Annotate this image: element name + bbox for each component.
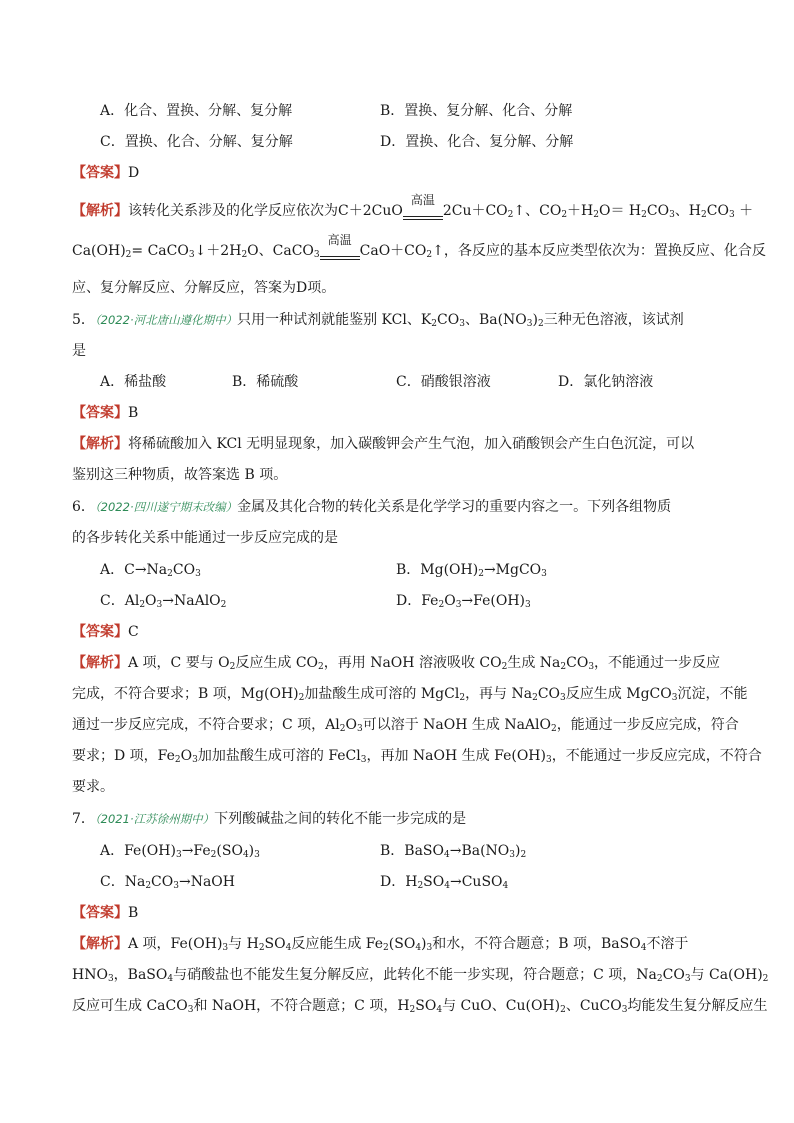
question-number: 6． bbox=[72, 499, 95, 515]
subscript: 4 bbox=[444, 881, 450, 891]
text: 均能发生复分解反应生 bbox=[627, 998, 768, 1014]
text: →NaAlO bbox=[162, 593, 221, 609]
text: ，再用 NaOH 溶液吸收 CO bbox=[323, 655, 502, 671]
subscript: 3 bbox=[459, 319, 465, 329]
condition-bar bbox=[320, 256, 360, 260]
text: ，不能通过一步反应 bbox=[594, 655, 721, 671]
subscript: 2 bbox=[174, 755, 181, 765]
subscript: 3 bbox=[313, 250, 320, 260]
subscript: 3 bbox=[525, 600, 531, 610]
subscript: 4 bbox=[415, 943, 422, 953]
question-source: （2021·江苏徐州期中） bbox=[94, 812, 215, 826]
q6-stem-line2 bbox=[72, 529, 732, 547]
text: 2Cu＋CO bbox=[442, 203, 508, 219]
text: CO bbox=[706, 203, 729, 219]
subscript: 2 bbox=[167, 569, 173, 579]
subscript: 4 bbox=[502, 881, 509, 891]
subscript: 3 bbox=[175, 850, 182, 860]
text: 不溶于 bbox=[646, 936, 689, 952]
answer-label: 【答案】 bbox=[72, 905, 128, 921]
subscript: 4 bbox=[444, 850, 450, 860]
text: 该转化关系涉及的化学反应依次为C＋2CuO bbox=[128, 203, 403, 219]
text: ，再与 Na bbox=[465, 686, 533, 702]
q4-analysis-line3 bbox=[72, 279, 732, 297]
q6-option-c bbox=[100, 592, 226, 610]
answer-value: D bbox=[128, 165, 140, 181]
subscript: 3 bbox=[192, 755, 198, 765]
text: CaO＋CO bbox=[359, 243, 427, 259]
text: CO bbox=[646, 203, 670, 219]
analysis-label: 【解析】 bbox=[72, 936, 128, 952]
q5-stem-line2 bbox=[72, 342, 732, 360]
text: ) bbox=[421, 936, 427, 952]
text: D．H bbox=[380, 874, 418, 890]
text: 通过一步反应完成，不符合要求；C 项，Al bbox=[72, 717, 340, 733]
q6-option-d bbox=[396, 592, 531, 610]
text: 、CuCO bbox=[565, 998, 622, 1014]
text: →Fe(OH) bbox=[461, 593, 525, 609]
answer-value: B bbox=[128, 405, 139, 421]
q7-option-a bbox=[100, 842, 260, 860]
text: 反应可生成 CaCO bbox=[72, 998, 188, 1014]
text: 三种无色溶液，该试剂 bbox=[543, 312, 684, 328]
text: 加加盐酸生成可溶的 FeCl bbox=[197, 748, 361, 764]
answer-value: C bbox=[128, 624, 139, 640]
subscript: 3 bbox=[107, 974, 114, 984]
subscript: 3 bbox=[173, 881, 179, 891]
text: A 项，C 要与 O bbox=[128, 655, 230, 671]
subscript: 3 bbox=[156, 600, 163, 610]
text: ) bbox=[248, 843, 255, 859]
subscript: 3 bbox=[222, 943, 229, 953]
text: HNO bbox=[72, 967, 108, 983]
subscript: 3 bbox=[509, 850, 516, 860]
subscript: 4 bbox=[285, 943, 292, 953]
text: D．Fe bbox=[396, 593, 439, 609]
text: CO bbox=[537, 686, 561, 702]
q7-analysis-line1 bbox=[72, 935, 732, 953]
subscript: 2 bbox=[417, 881, 424, 891]
analysis-label: 【解析】 bbox=[72, 203, 128, 219]
text: ＋ bbox=[734, 203, 754, 219]
q5-analysis-line2 bbox=[72, 466, 732, 484]
text: 只用一种试剂就能鉴别 KCl、K bbox=[237, 312, 432, 328]
text: = CaCO bbox=[131, 243, 189, 259]
subscript: 3 bbox=[669, 210, 675, 220]
q4-option-c: C．置换、化合、分解、复分解 bbox=[100, 134, 293, 150]
question-source: （2022·四川遂宁期末改编） bbox=[94, 500, 238, 514]
text: 、Ba(NO bbox=[464, 312, 527, 328]
text: CO bbox=[566, 655, 589, 671]
subscript: 3 bbox=[560, 693, 566, 703]
q7-answer bbox=[72, 904, 732, 922]
subscript: 2 bbox=[145, 881, 152, 891]
text: 完成，不符合要求；B 项，Mg(OH) bbox=[72, 686, 299, 702]
text: O bbox=[444, 593, 456, 609]
text: 将稀硫酸加入 KCl 无明显现象，加入碳酸钾会产生气泡，加入硝酸钡会产生白色沉淀，可以 bbox=[128, 436, 695, 452]
text: 反应生成 MgCO bbox=[565, 686, 672, 702]
answer-label: 【答案】 bbox=[72, 624, 128, 640]
subscript: 2 bbox=[210, 850, 217, 860]
q6-analysis-line3 bbox=[72, 716, 739, 734]
text: (SO bbox=[388, 936, 416, 952]
text: 与 Ca(OH) bbox=[690, 967, 763, 983]
text: 反应生成 CO bbox=[235, 655, 319, 671]
text: SO bbox=[423, 874, 445, 890]
subscript: 2 bbox=[478, 569, 484, 579]
condition-label: 高温 bbox=[327, 233, 352, 247]
text: 的各步转化关系中能通过一步反应完成的是 bbox=[72, 530, 338, 546]
subscript: 2 bbox=[593, 210, 599, 220]
subscript: 2 bbox=[507, 210, 514, 220]
text: A．C→Na bbox=[100, 562, 168, 578]
text: O bbox=[180, 748, 193, 764]
text: →MgCO bbox=[483, 562, 542, 578]
text: ，能通过一步反应完成，符合 bbox=[556, 717, 739, 733]
text: O bbox=[145, 593, 157, 609]
subscript: 3 bbox=[455, 600, 462, 610]
subscript: 2 bbox=[520, 850, 527, 860]
text: →Ba(NO bbox=[449, 843, 510, 859]
text: 、H bbox=[674, 203, 702, 219]
q6-analysis-line4 bbox=[72, 747, 762, 765]
subscript: 2 bbox=[241, 250, 248, 260]
q6-analysis-line5 bbox=[72, 778, 732, 796]
subscript: 2 bbox=[426, 250, 433, 260]
subscript: 3 bbox=[526, 319, 533, 329]
subscript: 2 bbox=[551, 724, 557, 734]
subscript: 2 bbox=[501, 662, 508, 672]
question-number: 7． bbox=[72, 811, 95, 827]
q6-option-b bbox=[396, 561, 547, 579]
subscript: 2 bbox=[318, 662, 324, 672]
subscript: 3 bbox=[254, 850, 260, 860]
text: O＝ H bbox=[599, 203, 642, 219]
subscript: 2 bbox=[139, 600, 146, 610]
q6-answer bbox=[72, 623, 732, 641]
reaction-condition bbox=[320, 233, 360, 260]
subscript: 2 bbox=[383, 943, 389, 953]
text: 与 H bbox=[228, 936, 259, 952]
q6-analysis-line1 bbox=[72, 654, 732, 672]
text: →CuSO bbox=[449, 874, 503, 890]
subscript: 3 bbox=[187, 1005, 194, 1015]
text: CO bbox=[151, 874, 174, 890]
subscript: 2 bbox=[339, 724, 346, 734]
q4-analysis-line1 bbox=[72, 193, 754, 220]
q4-option-b: B．置换、复分解、化合、分解 bbox=[380, 103, 573, 119]
subscript: 2 bbox=[701, 210, 707, 220]
subscript: 2 bbox=[561, 210, 568, 220]
text: ，再加 NaOH 生成 Fe(OH) bbox=[366, 748, 546, 764]
subscript: 2 bbox=[409, 1005, 416, 1015]
text: A．Fe(OH) bbox=[100, 843, 176, 859]
subscript: 2 bbox=[298, 693, 305, 703]
question-number: 5． bbox=[72, 312, 95, 328]
text: 应、复分解反应、分解反应，答案为D项。 bbox=[72, 280, 336, 296]
q7-option-c bbox=[100, 873, 235, 891]
text: ↑，各反应的基本反应类型依次为：置换反应、化合反 bbox=[432, 243, 766, 259]
q4-answer bbox=[72, 164, 732, 182]
subscript: 2 bbox=[459, 693, 466, 703]
text: ＋H bbox=[567, 203, 594, 219]
q4-option-d: D．置换、化合、复分解、分解 bbox=[380, 134, 574, 150]
text: 与 CuO、Cu(OH) bbox=[442, 998, 561, 1014]
question-source: （2022·河北唐山遵化期中） bbox=[94, 313, 238, 327]
text: 加盐酸生成可溶的 MgCl bbox=[304, 686, 460, 702]
text: 鉴别这三种物质，故答案选 B 项。 bbox=[72, 467, 288, 483]
q4-option-a: A．化合、置换、分解、复分解 bbox=[100, 103, 293, 119]
text: CO bbox=[437, 312, 460, 328]
subscript: 2 bbox=[220, 600, 227, 610]
subscript: 4 bbox=[167, 974, 174, 984]
q5-answer bbox=[72, 404, 732, 422]
text: SO bbox=[415, 998, 437, 1014]
text: 要求。 bbox=[72, 779, 114, 795]
text: SO bbox=[264, 936, 286, 952]
text: ↓＋2H bbox=[194, 243, 242, 259]
subscript: 2 bbox=[641, 210, 647, 220]
subscript: 2 bbox=[537, 319, 544, 329]
subscript: 2 bbox=[125, 250, 132, 260]
text: O、CaCO bbox=[247, 243, 314, 259]
text: O bbox=[345, 717, 357, 733]
subscript: 3 bbox=[195, 569, 201, 579]
text: ↑、CO bbox=[513, 203, 562, 219]
subscript: 3 bbox=[426, 943, 433, 953]
text: 下列酸碱盐之间的转化不能一步完成的是 bbox=[214, 811, 467, 827]
text: Ca(OH) bbox=[72, 243, 126, 259]
q6-option-a bbox=[100, 561, 201, 579]
q5-option-d: D．氯化钠溶液 bbox=[558, 374, 654, 390]
text: 可以溶于 NaOH 生成 NaAlO bbox=[362, 717, 551, 733]
q6-analysis-line2 bbox=[72, 685, 748, 703]
text: →Fe bbox=[181, 843, 211, 859]
text: A 项，Fe(OH) bbox=[128, 936, 223, 952]
text: 和 NaOH，不符合题意；C 项，H bbox=[193, 998, 410, 1014]
subscript: 3 bbox=[684, 974, 691, 984]
condition-bar bbox=[403, 216, 443, 220]
text: (SO bbox=[216, 843, 243, 859]
text: 生成 Na bbox=[507, 655, 561, 671]
text: 与硝酸盐也不能发生复分解反应，此转化不能一步实现，符合题意；C 项，Na bbox=[173, 967, 657, 983]
subscript: 3 bbox=[671, 693, 678, 703]
subscript: 3 bbox=[545, 755, 552, 765]
subscript: 3 bbox=[356, 724, 363, 734]
text: 反应能生成 Fe bbox=[291, 936, 384, 952]
condition-label: 高温 bbox=[410, 193, 435, 207]
q7-analysis-line2 bbox=[72, 966, 769, 984]
q7-stem bbox=[72, 810, 732, 828]
subscript: 4 bbox=[640, 943, 647, 953]
text: ) bbox=[532, 312, 538, 328]
text: ) bbox=[515, 843, 521, 859]
text: CO bbox=[172, 562, 196, 578]
subscript: 2 bbox=[229, 662, 236, 672]
subscript: 3 bbox=[360, 755, 367, 765]
q5-stem bbox=[72, 311, 732, 329]
subscript: 3 bbox=[588, 662, 595, 672]
subscript: 4 bbox=[242, 850, 249, 860]
text: 是 bbox=[72, 343, 86, 359]
text: 沉淀，不能 bbox=[677, 686, 748, 702]
q7-option-b bbox=[380, 842, 526, 860]
answer-label: 【答案】 bbox=[72, 405, 128, 421]
q5-option-b: B．稀硫酸 bbox=[232, 374, 299, 390]
reaction-condition bbox=[403, 193, 443, 220]
subscript: 2 bbox=[560, 1005, 566, 1015]
text: 和水，不符合题意；B 项，BaSO bbox=[432, 936, 641, 952]
q7-analysis-line3 bbox=[72, 997, 768, 1015]
text: 金属及其化合物的转化关系是化学学习的重要内容之一。下列各组物质 bbox=[237, 499, 672, 515]
text: →NaOH bbox=[178, 874, 235, 890]
subscript: 2 bbox=[560, 662, 567, 672]
text: 要求；D 项，Fe bbox=[72, 748, 175, 764]
subscript: 3 bbox=[728, 210, 735, 220]
answer-value: B bbox=[128, 905, 139, 921]
subscript: 2 bbox=[438, 600, 445, 610]
text: C．Al bbox=[100, 593, 140, 609]
q7-option-d bbox=[380, 873, 508, 891]
q6-stem bbox=[72, 498, 732, 516]
subscript: 3 bbox=[188, 250, 195, 260]
subscript: 2 bbox=[431, 319, 438, 329]
q5-analysis-line1 bbox=[72, 435, 732, 453]
analysis-label: 【解析】 bbox=[72, 436, 128, 452]
q4-analysis-line2 bbox=[72, 233, 766, 260]
q5-option-a: A．稀盐酸 bbox=[100, 374, 167, 390]
text: B．Mg(OH) bbox=[396, 562, 479, 578]
subscript: 3 bbox=[541, 569, 547, 579]
text: ，BaSO bbox=[113, 967, 168, 983]
text: B．BaSO bbox=[380, 843, 444, 859]
answer-label: 【答案】 bbox=[72, 165, 128, 181]
text: ，不能通过一步反应完成，不符合 bbox=[551, 748, 762, 764]
subscript: 2 bbox=[762, 974, 769, 984]
text: C．Na bbox=[100, 874, 146, 890]
subscript: 3 bbox=[621, 1005, 628, 1015]
analysis-label: 【解析】 bbox=[72, 655, 128, 671]
subscript: 4 bbox=[436, 1005, 443, 1015]
q5-option-c: C．硝酸银溶液 bbox=[396, 374, 491, 390]
subscript: 2 bbox=[532, 693, 538, 703]
subscript: 2 bbox=[656, 974, 663, 984]
text: CO bbox=[662, 967, 685, 983]
subscript: 2 bbox=[258, 943, 265, 953]
